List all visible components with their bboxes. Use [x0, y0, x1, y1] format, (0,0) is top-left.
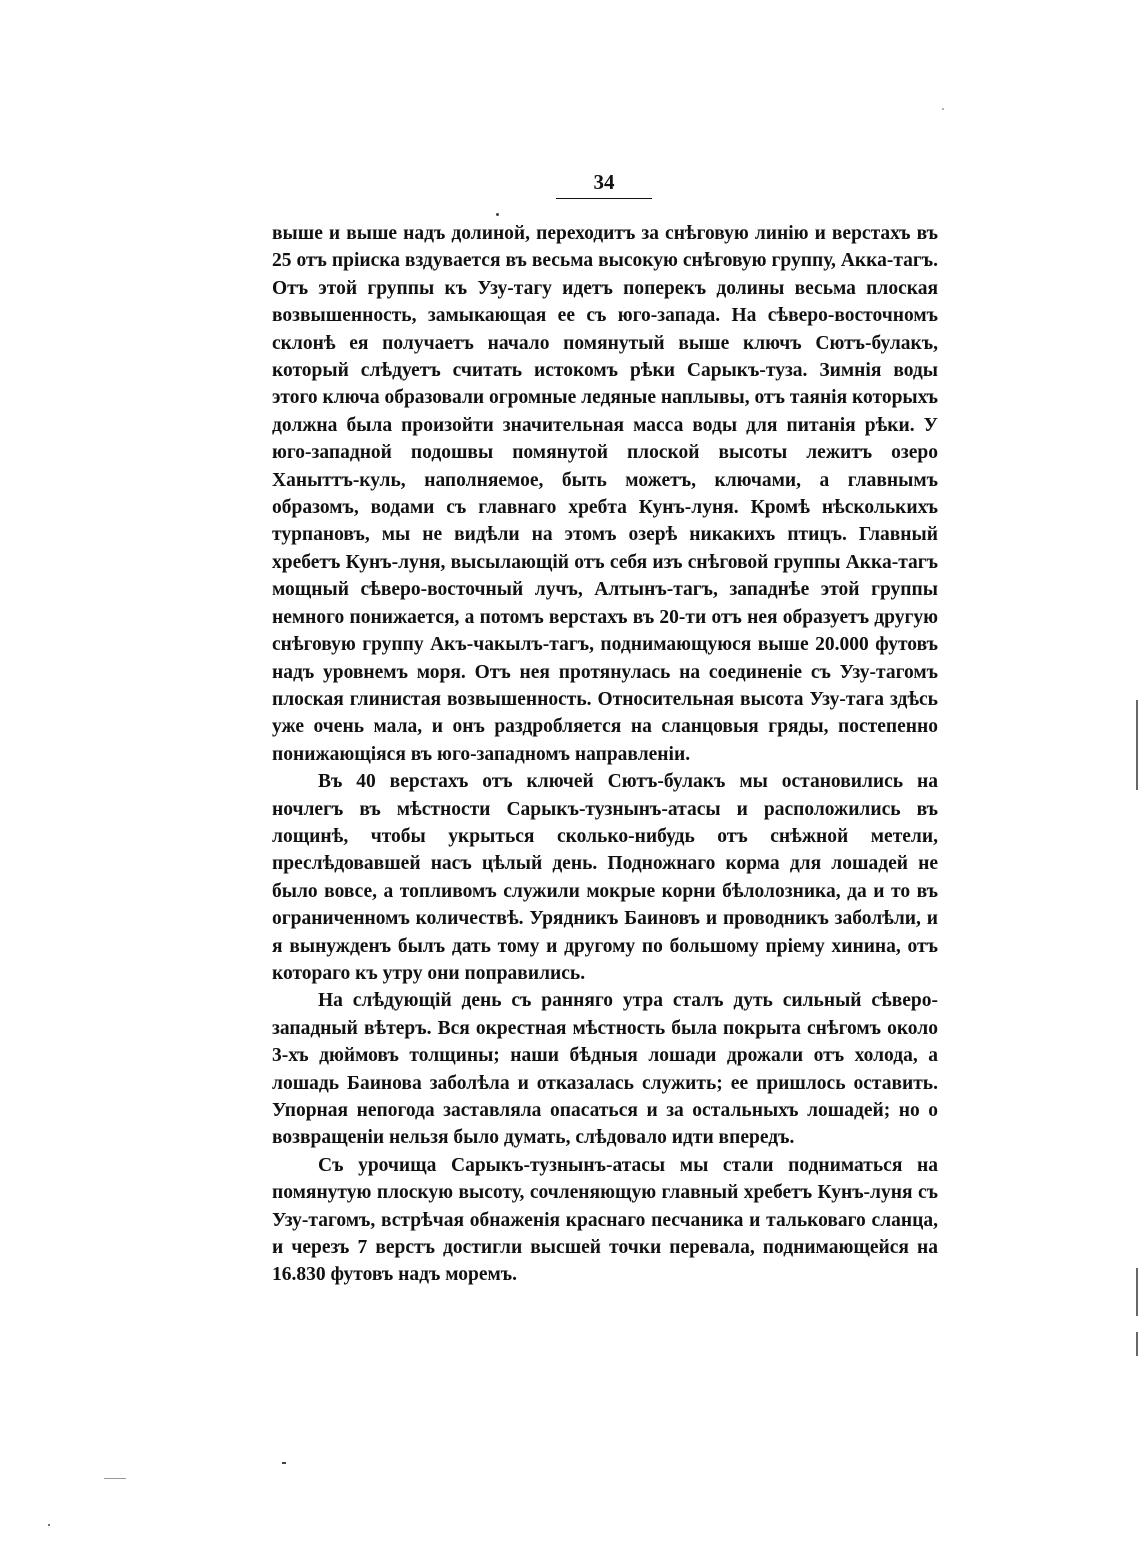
paragraph-4: Съ урочища Сарыкъ-тузнынъ-атасы мы стали подниматься на помянутую плоскую высоту, сочленяющую главный хребетъ Кунъ-луня съ Узу-тагомъ, встрѣчая обнаженія краснаго песчаника и тальковаго сланца, и черезъ 7 верстъ достигли высшей точки перевала, поднимающейся на 16.830 футовъ надъ моремъ. [272, 1154, 938, 1286]
scan-edge-mark [1136, 700, 1138, 790]
scan-speck [496, 213, 499, 216]
body-text [272, 220, 938, 1289]
scan-edge-mark [1136, 1268, 1138, 1316]
page-number: 34 [556, 170, 652, 199]
paragraph-3: На слѣдующій день съ ранняго утра сталъ дуть сильный сѣверо-западный вѣтеръ. Вся окрестная мѣстность была покрыта снѣгомъ около 3-хъ дюймовъ толщины; наши бѣдныя лошади дрожали отъ холода, а лошадь Баинова заболѣла и отказалась служить; ее пришлось оставить. Упорная непогода заставляла опасаться и за остальныхъ лошадей; но о возвращеніи нельзя было думать, слѣдовало идти впередъ. [272, 990, 938, 1149]
scan-speck [104, 1478, 126, 1479]
scan-edge-mark [1136, 1332, 1138, 1356]
scan-speck [48, 1524, 50, 1526]
scan-speck [282, 1462, 286, 1464]
paragraph-1: выше и выше надъ долиной, переходитъ за снѣговую линію и верстахъ въ 25 отъ пріиска вздувается въ весьма высокую снѣговую группу, Акка-тагъ. Отъ этой группы къ Узу-тагу идетъ поперекъ долины весьма плоская возвышенность, замыкающая ее съ юго-запада. На сѣверо-восточномъ склонѣ ея получаетъ начало помянутый выше ключъ Сютъ-булакъ, который слѣдуетъ считать истокомъ рѣки Сарыкъ-туза. Зимнія воды этого ключа образовали огромные ледяные наплывы, отъ таянія которыхъ должна была произойти значительная масса воды для питанія рѣки. У юго-западной подошвы помянутой плоской высоты лежитъ озеро Ханыттъ-куль, наполняемое, быть можетъ, ключами, а главнымъ образомъ, водами съ главнаго хребта Кунъ-луня. Кромѣ нѣсколькихъ турпановъ, мы не видѣли на этомъ озерѣ никакихъ птицъ. Главный хребетъ Кунъ-луня, высылающій отъ себя изъ снѣговой группы Акка-тагъ мощный сѣверо-восточный лучъ, Алтынъ-тагъ, западнѣе этой группы немного понижается, а потомъ верстахъ въ 20-ти отъ нея образуетъ другую снѣговую группу Акъ-чакылъ-тагъ, поднимающуюся выше 20.000 футовъ надъ уровнемъ моря. Отъ нея протянулась на соединеніе съ Узу-тагомъ плоская глинистая возвышенность. Относительная высота Узу-тага здѣсь уже очень мала, и онъ раздробляется на сланцовыя гряды, постепенно понижающіяся въ юго-западномъ направленіи. [272, 223, 939, 765]
scan-speck [942, 108, 944, 110]
paragraph-2: Въ 40 верстахъ отъ ключей Сютъ-булакъ мы остановились на ночлегъ въ мѣстности Сарыкъ-тузнынъ-атасы и расположились въ лощинѣ, чтобы укрыться сколько-нибудь отъ снѣжной метели, преслѣдовавшей насъ цѣлый день. Подножнаго корма для лошадей не было вовсе, а топливомъ служили мокрые корни бѣлолозника, да и то въ ограниченномъ количествѣ. Урядникъ Баиновъ и проводникъ заболѣли, и я вынужденъ былъ дать тому и другому по большому пріему хинина, отъ котораго къ утру они поправились. [272, 771, 938, 984]
